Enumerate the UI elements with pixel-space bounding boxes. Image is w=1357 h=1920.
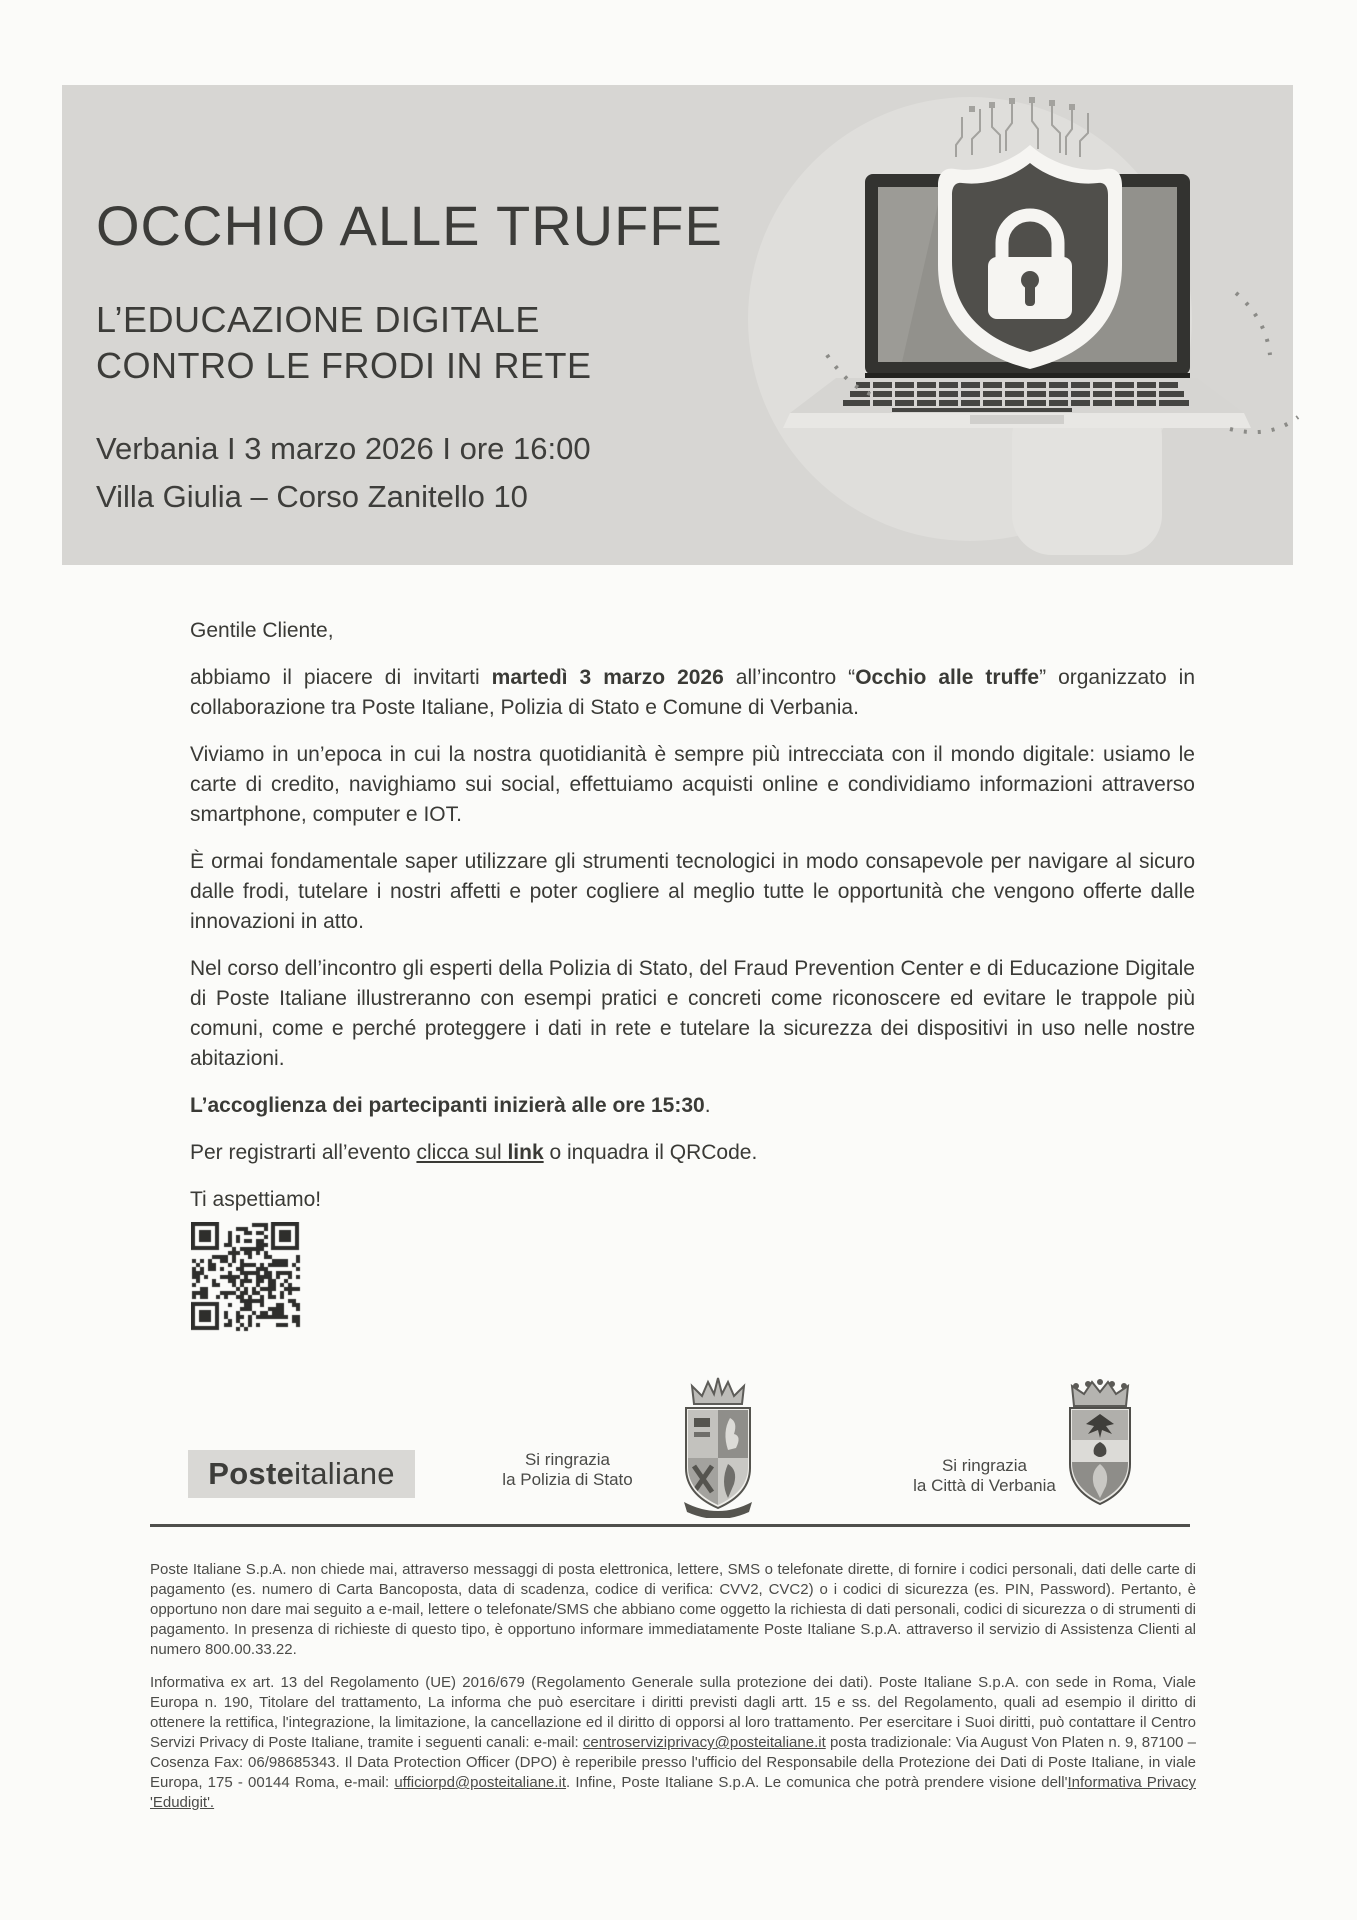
event-subtitle [96, 297, 592, 389]
event-date-bold: martedì 3 marzo 2026 [491, 666, 724, 689]
text-segment: o inquadra il QRCode. [543, 1141, 758, 1164]
text-segment: Informativa ex art. 13 del Regolamento (UE) 2016/679 (Regolamento Generale sulla protezione dei dati). Poste Italiane S.p.A. con sede in Roma, Viale Europa n. 190, Titolare del trattamento, La informa che può esercitare i diritti previsti dagli artt. 15 e ss. del Regolamento, quali ad esempio il diritto di ottenere la rettifica, l'integrazione, la limitazione, la cancellazione ed il diritto di opporsi al loro trattamento. Per esercitare i Suoi diritti, può contattare il Centro Servizi Privacy di Poste Italiane, tramite i seguenti canali: e-mail: [150, 1674, 1196, 1751]
laptop-security-illustration [640, 97, 1300, 559]
event-name-bold: Occhio alle truffe [855, 666, 1040, 689]
thanks-polizia-line2: la Polizia di Stato [502, 1470, 633, 1489]
poste-logo-regular-text: italiane [294, 1456, 395, 1491]
event-date-time: Verbania I 3 marzo 2026 I ore 16:00 [96, 431, 591, 466]
privacy-fineprint [150, 1673, 1196, 1813]
welcome-time-bold: L’accoglienza dei partecipanti inizierà alle ore 15:30 [190, 1094, 705, 1117]
registration-link[interactable] [416, 1141, 543, 1164]
fine-print-section [150, 1560, 1196, 1826]
experts-paragraph: Nel corso dell’incontro gli esperti della Polizia di Stato, del Fraud Prevention Center e di Educazione Digitale di Poste Italiane illustreranno con esempi pratici e concreti come riconoscere ed evitare le trappole più comuni, come e perché proteggere i dati in rete e tutelare la sicurezza dei dispositivi in uso nelle nostre abitazioni. [190, 957, 1195, 1070]
thanks-polizia-line1: Si ringrazia [524, 1450, 611, 1469]
text-segment: abbiamo il piacere di invitarti [190, 666, 492, 689]
event-title: OCCHIO ALLE TRUFFE [96, 194, 723, 257]
text-segment: . [704, 1094, 711, 1117]
registration-line [190, 1138, 1195, 1168]
thanks-verbania-line2: la Città di Verbania [913, 1476, 1056, 1495]
poste-italiane-logo [188, 1450, 415, 1498]
registration-link-text[interactable]: clicca sul [416, 1141, 508, 1164]
shield-lock-icon [938, 145, 1122, 369]
letter-body [190, 616, 1195, 1232]
poste-logo-bold-text: Poste [208, 1456, 295, 1491]
awareness-paragraph: È ormai fondamentale saper utilizzare gli strumenti tecnologici in modo consapevole per navigare al sicuro dalle frodi, tutelare i nostri affetti e poter cogliere al meglio tutte le opportunità che vengono offerte dalle innovazioni in atto. [190, 850, 1195, 933]
citta-di-verbania-crest-icon [1064, 1378, 1136, 1512]
event-banner [62, 85, 1293, 565]
event-location: Villa Giulia – Corso Zanitello 10 [96, 479, 528, 514]
fraud-warning-fineprint: Poste Italiane S.p.A. non chiede mai, attraverso messaggi di posta elettronica, lettere, SMS o telefonate dirette, di fornire i codici personali, dati delle carte di pagamento (es. numero di Carta Bancoposta, data di scadenza, codice di verifica: CVV2, CVC2) o i codici di sicurezza (es. PIN, Password). Pertanto, è opportuno non dare mai seguito a e-mail, lettere o telefonate/SMS che abbiano come oggetto la richiesta di dati personali, codici di sicurezza o di strumenti di pagamento. In presenza di richieste di questo tipo, è opportuno informare immediatamente Poste Italiane S.p.A. attraverso il servizio di Assistenza Clienti al numero 800.00.33.22. [150, 1561, 1196, 1658]
dpo-email-link[interactable]: ufficiorpd@posteitaliane.it [394, 1774, 567, 1791]
registration-link-word-bold[interactable]: link [507, 1141, 544, 1164]
greeting: Gentile Cliente, [190, 619, 334, 642]
privacy-email-link[interactable]: centroserviziprivacy@posteitaliane.it [582, 1734, 826, 1751]
privacy-policy-link[interactable]: Informativa Privacy 'Edudigit'. [150, 1774, 1196, 1811]
text-segment: ” organizzato in collaborazione tra Poste Italiane, Polizia di Stato e Comune di Verbania. [190, 666, 1195, 719]
thanks-verbania-line1: Si ringrazia [941, 1456, 1028, 1475]
digital-life-paragraph: Viviamo in un’epoca in cui la nostra quotidianità è sempre più intrecciata con il mondo digitale: usiamo le carte di credito, navighiamo sui social, effettuiamo acquisti online e condividiamo informazioni attraverso smartphone, computer e IOT. [190, 743, 1195, 826]
event-subtitle-line2: CONTRO LE FRODI IN RETE [96, 345, 592, 386]
welcome-time-line [190, 1091, 1195, 1121]
footer-divider [150, 1524, 1190, 1527]
polizia-di-stato-crest-icon [678, 1376, 758, 1518]
text-segment: Per registrarti all’evento [190, 1141, 417, 1164]
closing-line: Ti aspettiamo! [190, 1188, 322, 1211]
text-segment: all’incontro “ [723, 666, 856, 689]
qr-code [191, 1222, 301, 1332]
text-segment: . Infine, Poste Italiane S.p.A. Le comunica che potrà prendere visione dell' [566, 1774, 1068, 1791]
text-segment: posta tradizionale: Via August Von Platen n. 9, 87100 – Cosenza Fax: 06/98685343. Il Data Protection Officer (DPO) è reperibile presso l'ufficio del Responsabile della Protezione dei Dati di Poste Italiane, in viale Europa, 175 - 00144 Roma, e-mail: [150, 1734, 1196, 1791]
invitation-paragraph [190, 663, 1195, 723]
thanks-polizia-text [460, 1450, 675, 1490]
event-subtitle-line1: L’EDUCAZIONE DIGITALE [96, 299, 540, 340]
